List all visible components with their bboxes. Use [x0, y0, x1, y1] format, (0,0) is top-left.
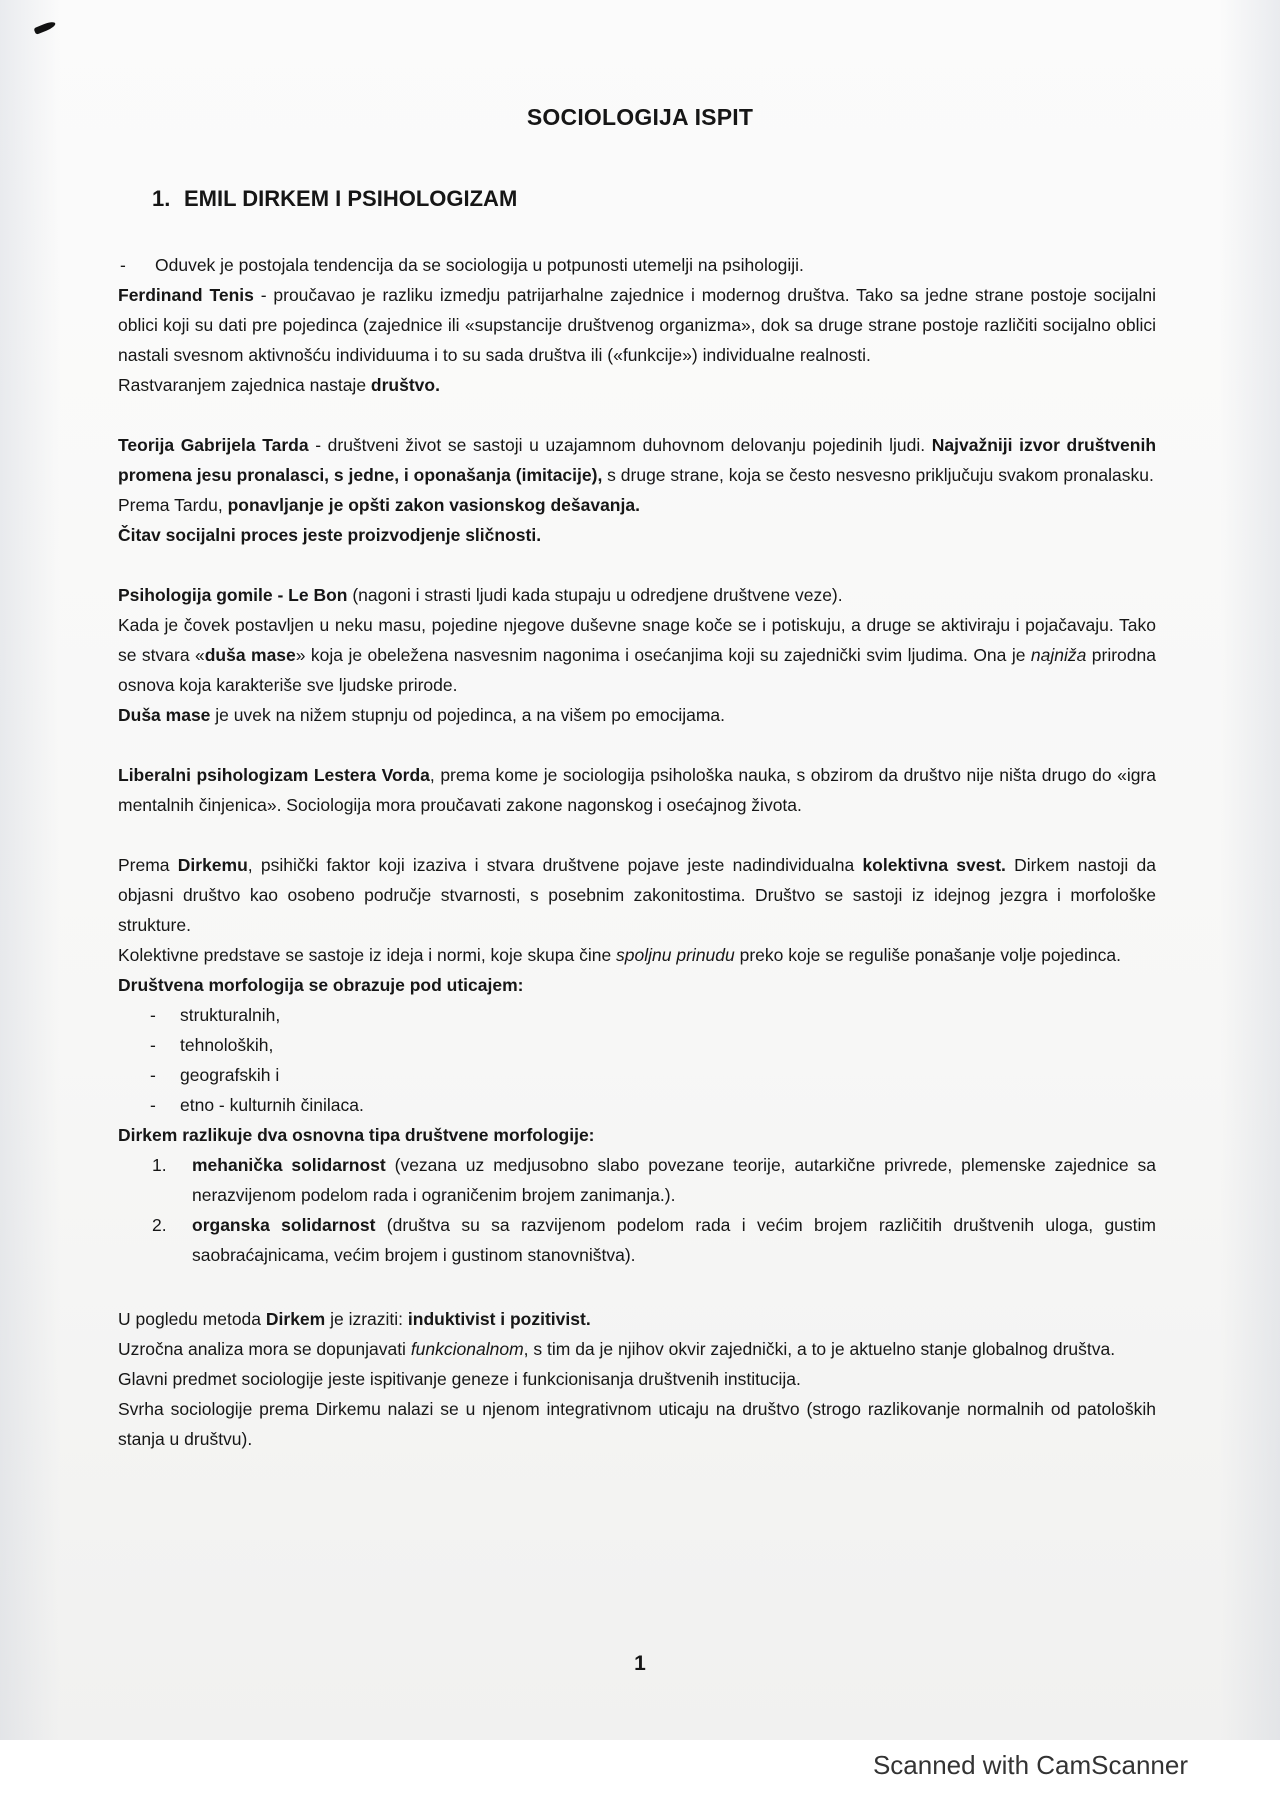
dirkem-text-2: , psihički faktor koji izaziva i stvara društvene pojave jeste nadindividualna [247, 855, 863, 875]
uzrocna-text: Uzročna analiza mora se dopunjavati [118, 1339, 411, 1359]
vord-title: Liberalni psihologizam Lestera Vorda [118, 765, 430, 785]
metod-bold: Dirkem [265, 1309, 326, 1329]
list-number: 2. [152, 1215, 167, 1235]
masa-text: Kada je čovek postavljen u neku masu, pojedine njegove duševne snage koče se i potiskuju, a druge se aktiviraju i pojačavaju. Tako se stvara « [118, 615, 1156, 665]
paragraph-uzrocna [118, 1334, 1156, 1364]
spacer [118, 400, 1156, 430]
rastvaranje-text: Rastvaranjem zajednica nastaje [118, 375, 371, 395]
bullet-dash: - [150, 1095, 156, 1115]
camscanner-watermark: Scanned with CamScanner [872, 1750, 1188, 1780]
list-item-text: geografskih i [180, 1065, 280, 1085]
uzrocna-text-2: , s tim da je njihov okvir zajednički, a to je aktuelno stanje globalnog društva. [523, 1339, 1116, 1359]
bullet-dash: - [150, 1065, 156, 1085]
spacer [118, 730, 1156, 760]
svrha-text: Svrha sociologije prema Dirkemu nalazi se u njenom integrativnom uticaju na društvo (strogo razlikovanje normalnih od patoloških stanja u društvu). [118, 1399, 1156, 1449]
section-number: 1. [152, 186, 171, 211]
paragraph-ponavljanje [118, 490, 1156, 520]
document-body [118, 250, 1156, 1454]
paragraph-dusa-mase [118, 700, 1156, 730]
tard-bold: Najvažniji izvor društvenih promena jesu pronalasci, s jedne, i oponašanja (imitacije), [118, 435, 1157, 485]
page-edge-shadow-left [0, 0, 60, 1740]
list-item [118, 1210, 1156, 1270]
intro-bullet [118, 250, 1156, 280]
paragraph-tard [118, 430, 1156, 490]
kolektivne-text-2: preko koje se reguliše ponašanje volje pojedinca. [734, 945, 1121, 965]
spacer [118, 1270, 1156, 1304]
bullet-dash: - [120, 255, 126, 275]
list-item [118, 1000, 1156, 1030]
solidarity-type-name: mehanička solidarnost [192, 1155, 386, 1175]
dusa-mase-bold: Duša mase [118, 705, 211, 725]
paragraph-kolektivne [118, 940, 1156, 970]
page-number: 1 [634, 1652, 646, 1675]
ponavljanje-text: Prema Tardu, [118, 495, 228, 515]
morphology-factors-list [118, 1000, 1156, 1120]
spacer [118, 550, 1156, 580]
paragraph-tipovi-heading [118, 1120, 1156, 1150]
metod-bold-2: induktivist i pozitivist. [407, 1309, 591, 1329]
dirkem-bold: Dirkemu [177, 855, 248, 875]
list-number: 1. [152, 1155, 167, 1175]
tard-text-2: s druge strane, koja se često nesvesno priključuju svakom pronalasku. [602, 465, 1154, 485]
metod-text: U pogledu metoda [118, 1309, 266, 1329]
rastvaranje-bold: društvo. [370, 375, 440, 395]
dirkem-text: Prema [118, 855, 178, 875]
paragraph-le-bon [118, 580, 1156, 610]
list-item-text: strukturalnih, [180, 1005, 281, 1025]
metod-text-2: je izraziti: [325, 1309, 408, 1329]
spacer [118, 820, 1156, 850]
paragraph-masa [118, 610, 1156, 700]
tipovi-heading: Dirkem razlikuje dva osnovna tipa društvene morfologije: [118, 1125, 595, 1145]
page-edge-shadow-right [1220, 0, 1280, 1740]
dirkem-bold-2: kolektivna svest. [862, 855, 1006, 875]
paragraph-tenis [118, 280, 1156, 370]
solidarity-types-list [118, 1150, 1156, 1270]
masa-italic: najniža [1030, 645, 1087, 665]
uzrocna-italic: funkcionalnom [410, 1339, 524, 1359]
ponavljanje-bold: ponavljanje je opšti zakon vasionskog dešavanja. [227, 495, 640, 515]
masa-bold: duša mase [204, 645, 296, 665]
predmet-text: Glavni predmet sociologije jeste ispitivanje geneze i funkcionisanja društvenih institucija. [118, 1369, 801, 1389]
masa-text-2: » koja je obeležena nasvesnim nagonima i osećanjima koji su zajednički svim ljudima. Ona je [295, 645, 1031, 665]
paragraph-predmet [118, 1364, 1156, 1394]
tenis-text: - proučavao je razliku izmedju patrijarhalne zajednice i modernog društva. Tako sa jedne strane postoje socijalni oblici koji su dati pre pojedinca (zajednice ili «supstancije društvenog organizma», dok sa druge strane postoje različiti socijalno oblici nastali svesnom aktivnošću individuuma i to su sada društva ili («funkcije») individualne realnosti. [118, 285, 1157, 365]
kolektivne-italic: spoljnu prinudu [616, 945, 735, 965]
solidarity-type-name: organska solidarnost [192, 1215, 376, 1235]
list-item-text: etno - kulturnih činilaca. [180, 1095, 364, 1115]
paragraph-proces [118, 520, 1156, 550]
document-title: SOCIOLOGIJA ISPIT [526, 104, 754, 130]
list-item [118, 1030, 1156, 1060]
paragraph-morfologija-heading [118, 970, 1156, 1000]
dusa-mase-text: je uvek na nižem stupnju od pojedinca, a na višem po emocijama. [210, 705, 726, 725]
list-item-text: tehnoloških, [180, 1035, 274, 1055]
kolektivne-text: Kolektivne predstave se sastoje iz ideja i normi, koje skupa čine [118, 945, 617, 965]
dirkem-text-3: Dirkem nastoji da objasni društvo kao osobeno područje stvarnosti, s posebnim zakonitostima. Društvo se sastoji iz idejnog jezgra i morfološke strukture. [118, 855, 1156, 935]
bullet-dash: - [150, 1005, 156, 1025]
paragraph-svrha [118, 1394, 1156, 1454]
tard-text: - društveni život se sastoji u uzajamnom duhovnom delovanju pojedinih ljudi. [308, 435, 932, 455]
le-bon-title: Psihologija gomile - Le Bon [118, 585, 348, 605]
list-item [118, 1090, 1156, 1120]
paragraph-vord [118, 760, 1156, 820]
paragraph-metod [118, 1304, 1156, 1334]
tard-title: Teorija Gabrijela Tarda [118, 435, 309, 455]
list-item [118, 1060, 1156, 1090]
bullet-dash: - [150, 1035, 156, 1055]
solidarity-type-text: (vezana uz medjusobno slabo povezane teorije, autarkične privrede, plemenske zajednice sa nerazvijenom podelom rada i ograničenim brojem zanimanja.). [192, 1155, 1156, 1205]
section-title: EMIL DIRKEM I PSIHOLOGIZAM [184, 186, 518, 211]
le-bon-text: (nagoni i strasti ljudi kada stupaju u odredjene društvene veze). [347, 585, 843, 605]
paragraph-rastvaranje [118, 370, 1156, 400]
morfologija-heading: Društvena morfologija se obrazuje pod uticajem: [118, 975, 524, 995]
masa-text-3: prirodna osnova koja karakteriše sve ljudske prirode. [118, 645, 1156, 695]
tenis-name: Ferdinand Tenis [118, 285, 254, 305]
proces-bold: Čitav socijalni proces jeste proizvodjenje sličnosti. [118, 525, 542, 545]
list-item [118, 1150, 1156, 1210]
intro-text: Oduvek je postojala tendencija da se sociologija u potpunosti utemelji na psihologiji. [155, 255, 804, 275]
paragraph-dirkem [118, 850, 1156, 940]
vord-text: , prema kome je sociologija psihološka nauka, s obzirom da društvo nije ništa drugo do «igra mentalnih činjenica». Sociologija mora proučavati zakone nagonskog i osećajnog života. [118, 765, 1156, 815]
solidarity-type-text: (društva su sa razvijenom podelom rada i većim brojem različitih društvenih uloga, gustim saobraćajnicama, većim brojem i gustinom stanovništva). [192, 1215, 1156, 1265]
section-heading [152, 186, 517, 212]
